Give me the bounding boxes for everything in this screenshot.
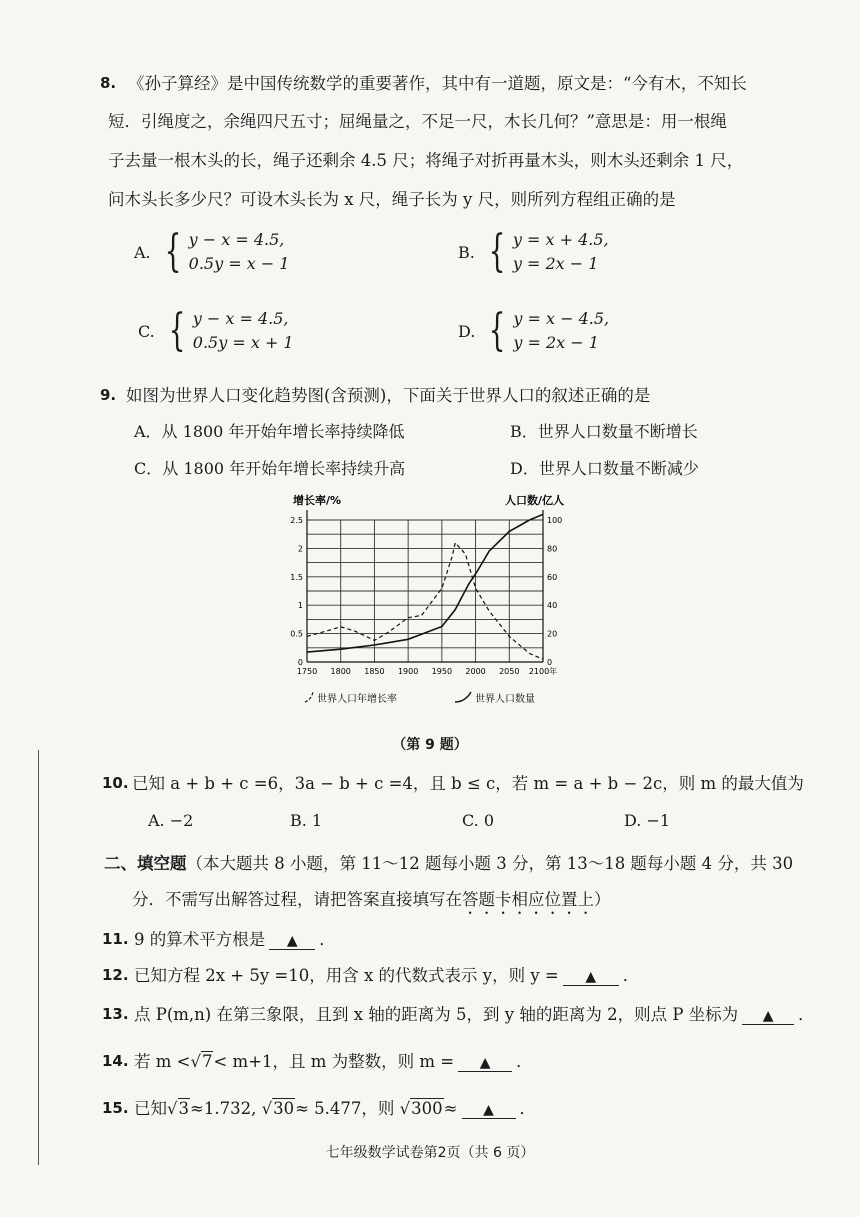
equation-row: y − x = 4.5, xyxy=(188,230,285,249)
x-tick-label: 2000 xyxy=(465,667,486,676)
section-2-emphasis: 答题卡相应位置上 xyxy=(462,890,594,909)
x-tick-label: 1850 xyxy=(364,667,385,676)
chart-series xyxy=(307,514,543,659)
period: ． xyxy=(516,1052,533,1071)
option-9a[interactable]: A．从 1800 年开始年增长率持续降低 xyxy=(134,422,405,441)
chart-axes xyxy=(293,493,564,662)
question-8-line-2: 短．引绳度之，余绳四尺五寸；屈绳量之，不足一尺，木长几何？”意思是：用一根绳 xyxy=(108,112,727,131)
period: ． xyxy=(519,1099,536,1118)
equation-system xyxy=(159,228,290,276)
option-label: B. xyxy=(458,242,475,262)
question-9-text: 如图为世界人口变化趋势图(含预测)，下面关于世界人口的叙述正确的是 xyxy=(126,386,651,405)
option-10c[interactable]: C. 0 xyxy=(462,811,495,830)
question-13-text xyxy=(134,1001,815,1025)
section-2-close: ） xyxy=(594,890,611,909)
option-8a[interactable] xyxy=(134,228,289,276)
legend-label: 世界人口数量 xyxy=(475,694,535,705)
growth-rate-line xyxy=(307,543,543,660)
triangle-icon: ▲ xyxy=(479,1055,491,1071)
approx-sign: ≈ xyxy=(443,1099,458,1118)
question-8-line-4: 问木头长多少尺？可设木头长为 x 尺，绳子长为 y 尺，则所列方程组正确的是 xyxy=(108,190,676,209)
legend-label: 世界人口年增长率 xyxy=(317,694,397,705)
radical-sign: √ xyxy=(399,1099,411,1118)
question-11-number: 11. xyxy=(102,930,129,948)
x-tick-label: 1800 xyxy=(330,667,351,676)
radical-sign: √ xyxy=(261,1099,273,1118)
option-8d[interactable] xyxy=(458,307,609,355)
answer-blank[interactable] xyxy=(458,1052,512,1072)
left-tick-label: 2.5 xyxy=(290,516,303,525)
equation-row: 0.5y = x − 1 xyxy=(188,254,290,273)
right-tick-label: 60 xyxy=(547,572,558,582)
answer-blank[interactable] xyxy=(742,1005,794,1025)
chart-ticks xyxy=(290,516,562,676)
question-14-number: 14. xyxy=(102,1052,129,1070)
brace-icon: { xyxy=(164,226,182,277)
chart-legend xyxy=(305,692,535,705)
equation-row: y = x + 4.5, xyxy=(512,230,609,249)
option-10a[interactable]: A. −2 xyxy=(148,811,194,830)
question-12-prompt: 已知方程 2x + 5y =10，用含 x 的代数式表示 y，则 y = xyxy=(134,966,559,985)
question-14-condition: < m+1，且 m 为整数，则 m = xyxy=(213,1052,455,1071)
radicand: 30 xyxy=(273,1099,295,1118)
period: ． xyxy=(622,966,640,985)
x-tick-label: 2050 xyxy=(499,667,520,676)
chart-grid xyxy=(307,520,543,662)
equation-row: 0.5y = x + 1 xyxy=(192,333,294,352)
margin-rule xyxy=(38,750,39,1165)
triangle-icon: ▲ xyxy=(483,1102,494,1118)
page-footer: 七年级数学试卷第2页（共 6 页） xyxy=(325,1145,535,1161)
population-line xyxy=(307,514,543,652)
left-tick-label: 0 xyxy=(297,658,303,667)
question-12-text xyxy=(134,962,639,986)
right-tick-label: 80 xyxy=(547,544,558,554)
section-2-text: 分．不需写出解答过程，请把答案直接填写在 xyxy=(132,890,462,909)
equation-system xyxy=(483,307,609,355)
right-tick-label: 0 xyxy=(547,658,553,667)
option-10b[interactable]: B. 1 xyxy=(290,811,323,830)
equation-system xyxy=(483,228,609,276)
left-axis-title: 增长率/% xyxy=(293,494,342,507)
triangle-icon: ▲ xyxy=(762,1008,774,1024)
section-2-title: 二、填空题 xyxy=(104,854,187,873)
option-label: A. xyxy=(134,242,151,262)
left-tick-label: 2 xyxy=(297,544,303,554)
option-9b[interactable]: B．世界人口数量不断增长 xyxy=(510,422,698,441)
answer-blank[interactable] xyxy=(462,1099,516,1119)
approx-value: ≈ 5.477，则 xyxy=(295,1099,395,1118)
period: ． xyxy=(798,1005,815,1024)
question-13-prompt: 点 P(m,n) 在第三象限，且到 x 轴的距离为 5，到 y 轴的距离为 2，则点 P 坐标为 xyxy=(134,1005,739,1024)
right-tick-label: 40 xyxy=(547,601,558,611)
triangle-icon: ▲ xyxy=(286,933,298,949)
left-tick-label: 0.5 xyxy=(290,629,303,639)
brace-icon: { xyxy=(488,305,506,356)
equation-row: y = 2x − 1 xyxy=(513,333,599,352)
right-tick-label: 20 xyxy=(547,629,558,639)
question-11-prompt: 9 的算术平方根是 xyxy=(134,930,266,949)
question-8-number: 8. xyxy=(100,74,117,92)
option-8c[interactable] xyxy=(138,307,294,355)
question-15-number: 15. xyxy=(102,1099,129,1117)
answer-blank[interactable] xyxy=(269,930,315,950)
left-tick-label: 1.5 xyxy=(290,572,303,582)
x-tick-label: 1900 xyxy=(397,667,419,676)
triangle-icon: ▲ xyxy=(585,969,597,985)
radical-sign: √ xyxy=(167,1099,178,1118)
right-axis-title: 人口数/亿人 xyxy=(505,494,565,507)
answer-blank[interactable] xyxy=(563,966,619,986)
radical-sign: √ xyxy=(190,1052,201,1071)
question-10-number: 10. xyxy=(102,774,129,792)
question-14-text xyxy=(134,1048,533,1072)
x-tick-label: 1750 xyxy=(296,667,318,676)
radicand: 3 xyxy=(178,1099,190,1118)
question-13-number: 13. xyxy=(102,1005,129,1023)
question-8-line-1: 《孙子算经》是中国传统数学的重要著作，其中有一道题，原文是：“今有木，不知长 xyxy=(128,74,747,93)
question-14-prompt: 若 m < xyxy=(134,1052,191,1071)
option-10d[interactable]: D. −1 xyxy=(624,811,671,830)
equation-row: y = x − 4.5, xyxy=(513,309,610,328)
legend-dashed-swatch xyxy=(305,692,313,702)
legend-solid-swatch xyxy=(455,692,471,702)
brace-icon: { xyxy=(488,226,506,277)
radicand: 7 xyxy=(201,1052,213,1071)
option-label: C. xyxy=(138,321,155,341)
question-15-prompt: 已知 xyxy=(134,1099,167,1118)
equation-row: y = 2x − 1 xyxy=(512,254,599,273)
question-11-text xyxy=(134,926,336,950)
question-10-text: 已知 a + b + c =6，3a − b + c =4，且 b ≤ c，若 m = a + b − 2c，则 m 的最大值为 xyxy=(132,774,804,793)
approx-value: ≈1.732, xyxy=(190,1099,257,1118)
option-9d[interactable]: D．世界人口数量不断减少 xyxy=(510,459,699,478)
period: ． xyxy=(319,930,336,949)
figure-caption: （第 9 题） xyxy=(392,737,468,753)
x-tick-label: 1950 xyxy=(431,667,453,676)
question-8-line-3: 子去量一根木头的长，绳子还剩余 4.5 尺；将绳子对折再量木头，则木头还剩余 1 尺， xyxy=(108,151,744,170)
radicand: 300 xyxy=(411,1099,443,1118)
section-2-instructions: （本大题共 8 小题，第 11～12 题每小题 3 分，第 13～18 题每小题 4 分，共 30 xyxy=(186,854,794,873)
option-label: D. xyxy=(458,321,476,341)
option-8b[interactable] xyxy=(458,228,609,276)
option-9c[interactable]: C．从 1800 年开始年增长率持续升高 xyxy=(134,459,406,478)
section-2-line-2 xyxy=(132,886,611,918)
population-chart xyxy=(285,490,585,720)
question-12-number: 12. xyxy=(102,966,129,984)
question-9-number: 9. xyxy=(100,386,117,404)
left-tick-label: 1 xyxy=(297,601,303,611)
brace-icon: { xyxy=(168,305,186,356)
section-2-line-1 xyxy=(104,850,793,874)
question-15-text xyxy=(134,1095,536,1119)
equation-row: y − x = 4.5, xyxy=(192,309,289,328)
right-tick-label: 100 xyxy=(547,516,563,525)
x-tick-label: 2100年 xyxy=(528,667,558,676)
equation-system xyxy=(163,307,294,355)
